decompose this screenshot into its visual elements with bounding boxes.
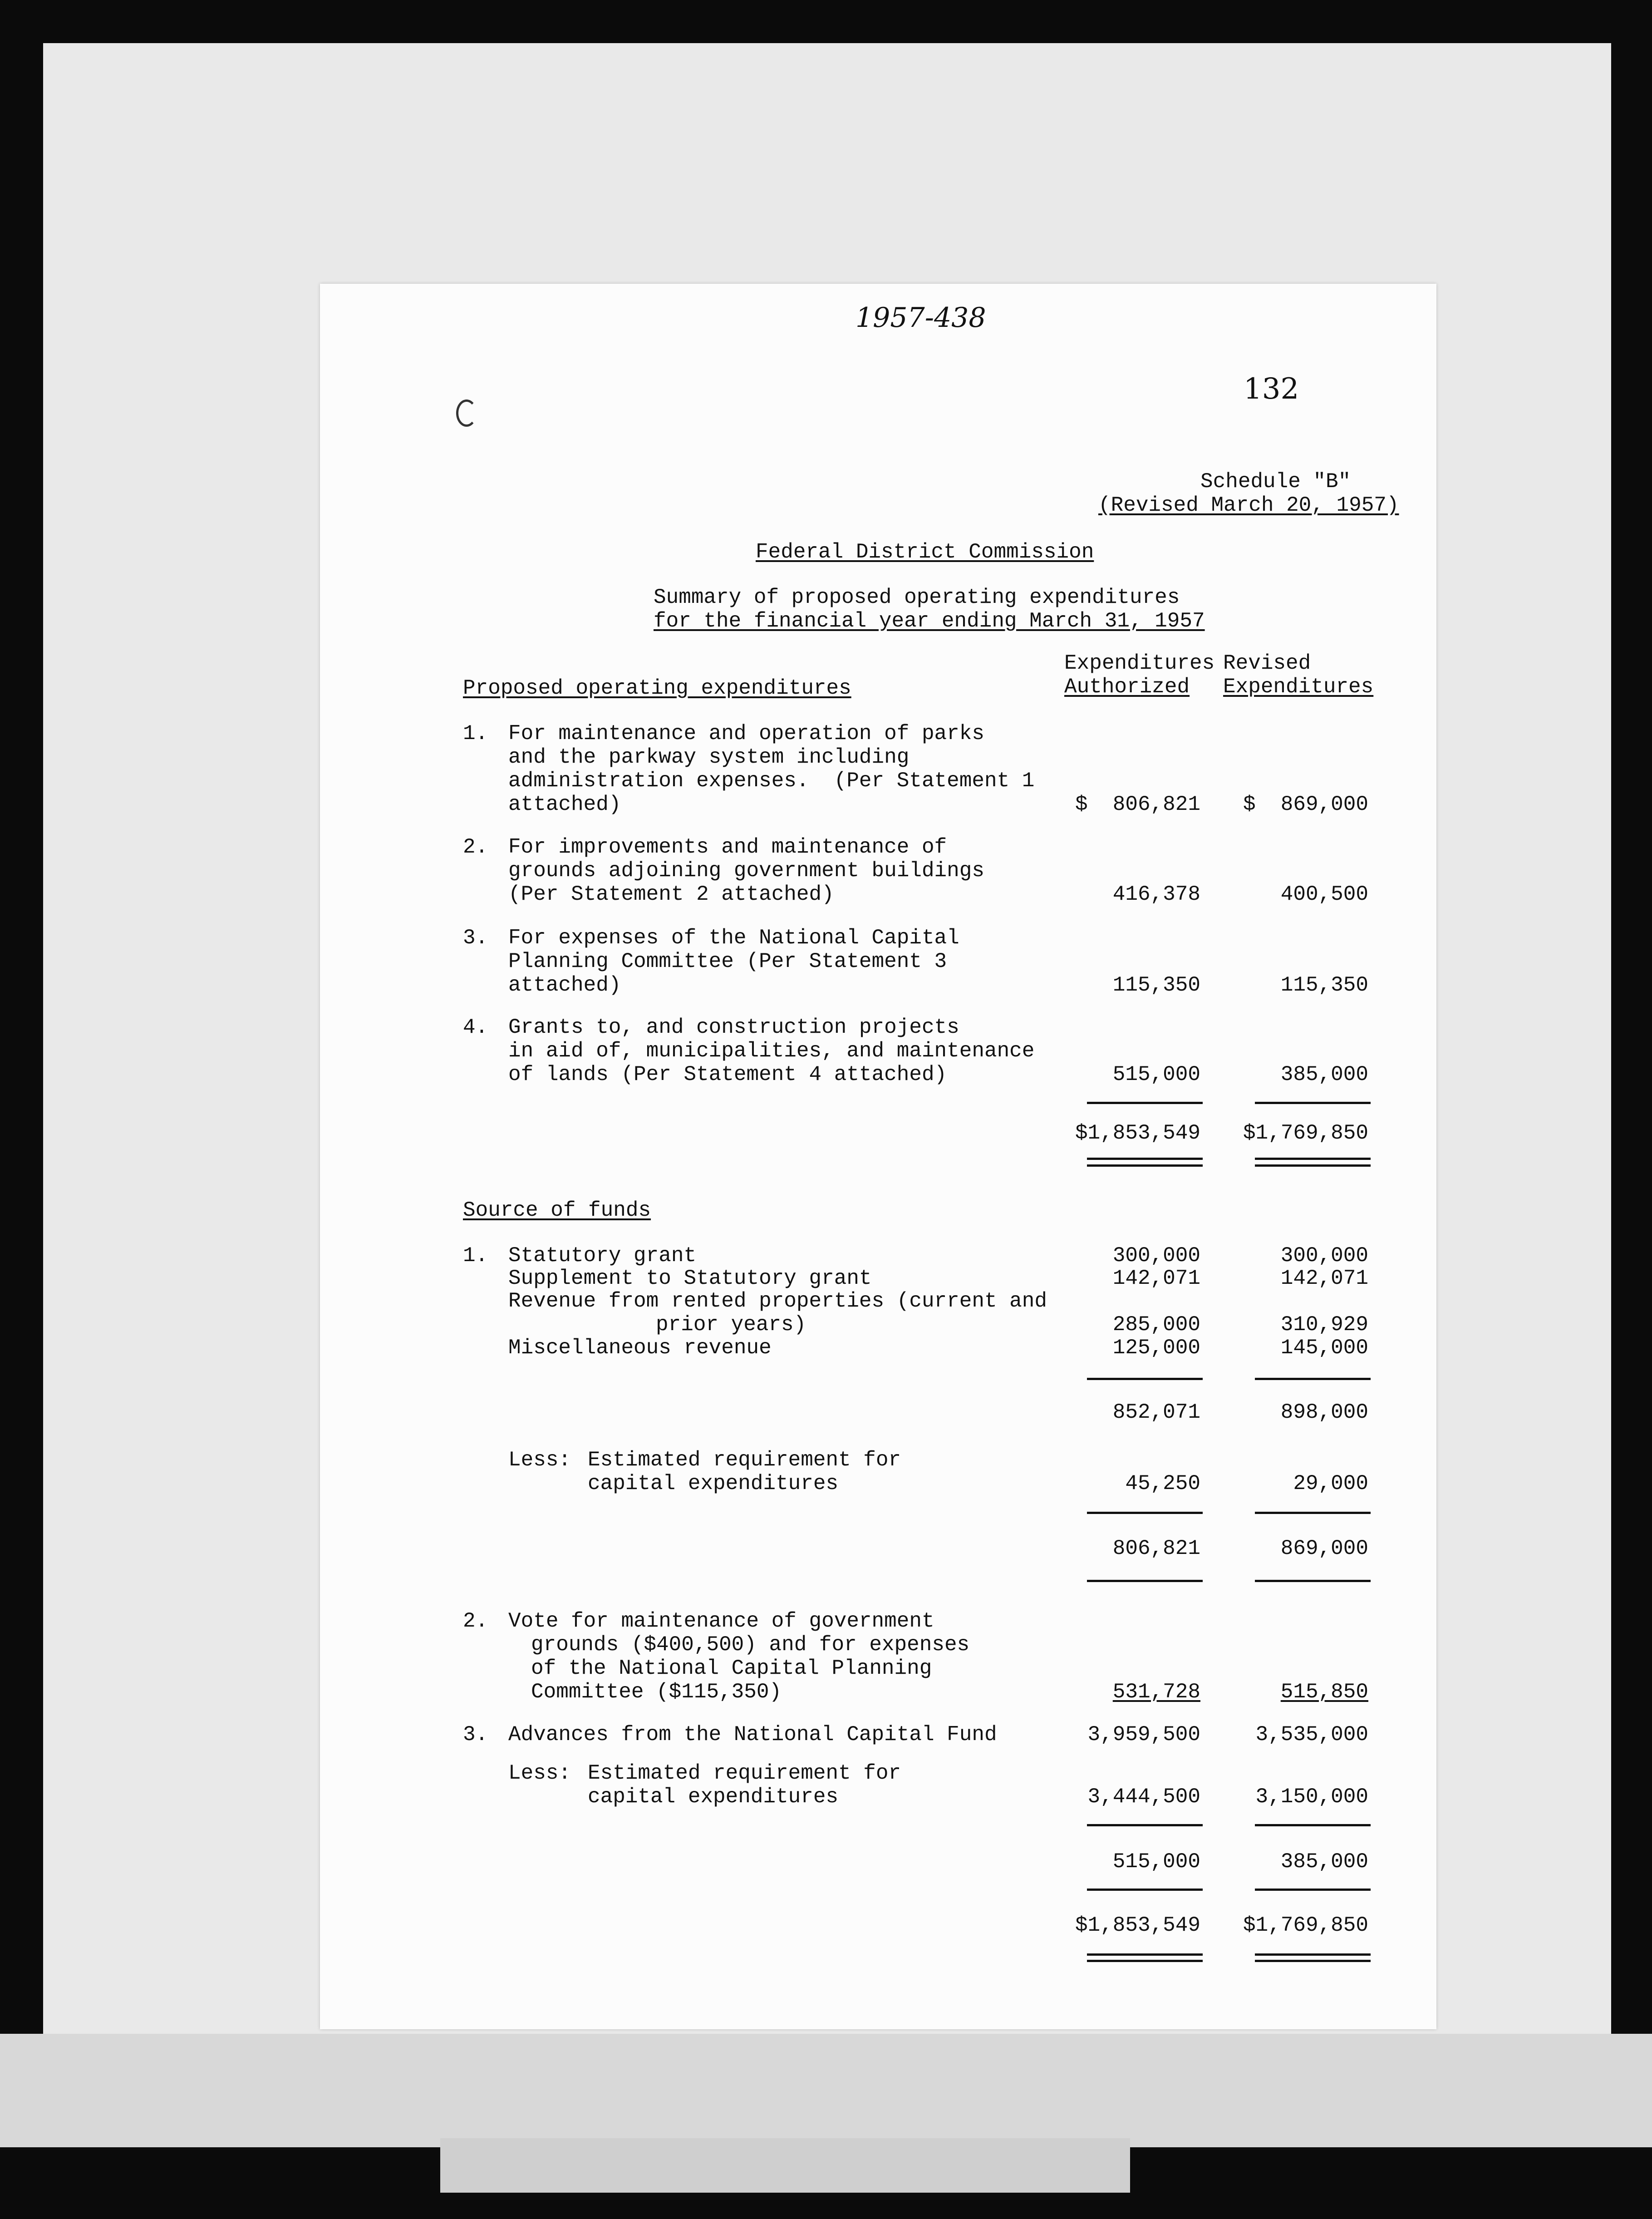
exp-item-2-line: (Per Statement 2 attached) — [508, 883, 834, 906]
sum-rule — [1255, 1580, 1371, 1582]
supplement-revised: 142,071 — [1280, 1267, 1368, 1290]
col-authorized-header-1: Expenditures — [1064, 651, 1215, 675]
col-revised-header-1: Revised — [1223, 651, 1311, 675]
sum-rule — [1255, 1512, 1371, 1514]
funds-item-2-line: grounds ($400,500) and for expenses — [531, 1633, 970, 1657]
exp-item-1-line: attached) — [508, 793, 621, 816]
exp-total-authorized: $1,853,549 — [1075, 1121, 1200, 1145]
less-line-1: Estimated requirement for — [588, 1448, 901, 1472]
less-line-2: capital expenditures — [588, 1472, 839, 1495]
exp-item-1-revised: $ 869,000 — [1243, 793, 1368, 816]
funds-subtotal-authorized: 852,071 — [1112, 1400, 1200, 1424]
advances-revised: 3,535,000 — [1255, 1723, 1368, 1746]
exp-item-3-number: 3. — [463, 926, 488, 950]
summary-title-line1: Summary of proposed operating expenditures — [654, 586, 1180, 609]
statutory-grant-authorized: 300,000 — [1112, 1244, 1200, 1267]
exp-item-3-line: Planning Committee (Per Statement 3 — [508, 950, 947, 973]
revised-date: (Revised March 20, 1957) — [1098, 493, 1399, 517]
exp-item-1-line: For maintenance and operation of parks — [508, 722, 984, 745]
double-rule — [1087, 1158, 1203, 1160]
sum-rule — [1087, 1580, 1203, 1582]
statutory-grant-revised: 300,000 — [1280, 1244, 1368, 1267]
rented-label: Revenue from rented properties (current and — [508, 1289, 1047, 1313]
exp-item-1-line: and the parkway system including — [508, 745, 910, 769]
statutory-grant-label: Statutory grant — [508, 1244, 697, 1267]
exp-total-revised: $1,769,850 — [1243, 1121, 1368, 1145]
organization-title: Federal District Commission — [756, 540, 1094, 564]
col-revised-header-2: Expenditures — [1223, 675, 1374, 699]
scan-bottom-tab — [440, 2138, 1130, 2193]
less-authorized: 45,250 — [1125, 1472, 1200, 1495]
less-label: Less: — [508, 1448, 571, 1472]
less-line-2: capital expenditures — [588, 1785, 839, 1809]
expenditures-heading: Proposed operating expenditures — [463, 676, 851, 700]
supplement-label: Supplement to Statutory grant — [508, 1267, 872, 1290]
exp-item-4-line: Grants to, and construction projects — [508, 1016, 959, 1039]
exp-item-3-revised: 115,350 — [1280, 973, 1368, 997]
less3-revised: 3,150,000 — [1255, 1785, 1368, 1809]
rented-authorized: 285,000 — [1112, 1313, 1200, 1336]
net3-revised: 385,000 — [1280, 1850, 1368, 1874]
less-line-1: Estimated requirement for — [588, 1761, 901, 1785]
funds-item-2-line: Committee ($115,350) — [531, 1680, 782, 1704]
exp-item-1-line: administration expenses. (Per Statement 1 — [508, 769, 1035, 793]
exp-item-4-authorized: 515,000 — [1112, 1063, 1200, 1086]
net3-authorized: 515,000 — [1112, 1850, 1200, 1874]
misc-label: Miscellaneous revenue — [508, 1336, 772, 1360]
rented-label-2: prior years) — [656, 1313, 806, 1336]
exp-item-2-number: 2. — [463, 835, 488, 859]
punch-mark — [456, 399, 477, 427]
funds-total-authorized: $1,853,549 — [1075, 1913, 1200, 1937]
misc-revised: 145,000 — [1280, 1336, 1368, 1360]
exp-item-2-line: For improvements and maintenance of — [508, 835, 947, 859]
exp-item-2-authorized: 416,378 — [1112, 883, 1200, 906]
less-label: Less: — [508, 1761, 571, 1785]
exp-item-4-line: of lands (Per Statement 4 attached) — [508, 1063, 947, 1086]
sum-rule — [1087, 1889, 1203, 1891]
exp-item-3-authorized: 115,350 — [1112, 973, 1200, 997]
exp-item-3-line: For expenses of the National Capital — [508, 926, 959, 950]
exp-item-2-line: grounds adjoining government buildings — [508, 859, 984, 883]
exp-item-3-line: attached) — [508, 973, 621, 997]
funds-item-3-number: 3. — [463, 1723, 488, 1746]
funds-item-2-revised: 515,850 — [1280, 1680, 1368, 1704]
funds-heading: Source of funds — [463, 1198, 651, 1222]
exp-item-4-line: in aid of, municipalities, and maintenance — [508, 1039, 1035, 1063]
less3-authorized: 3,444,500 — [1087, 1785, 1200, 1809]
document-page — [320, 284, 1436, 2029]
net1-authorized: 806,821 — [1112, 1537, 1200, 1560]
supplement-authorized: 142,071 — [1112, 1267, 1200, 1290]
col-authorized-header-2: Authorized — [1064, 675, 1190, 699]
double-rule — [1087, 1960, 1203, 1962]
sum-rule — [1255, 1378, 1371, 1380]
schedule-label: Schedule "B" — [1200, 470, 1351, 493]
exp-item-4-number: 4. — [463, 1016, 488, 1039]
rented-revised: 310,929 — [1280, 1313, 1368, 1336]
funds-item-2-line: Vote for maintenance of government — [508, 1609, 934, 1633]
sum-rule — [1087, 1378, 1203, 1380]
summary-title-line2: for the financial year ending March 31, 1957 — [654, 609, 1205, 633]
sum-rule — [1255, 1824, 1371, 1826]
double-rule — [1255, 1953, 1371, 1956]
misc-authorized: 125,000 — [1112, 1336, 1200, 1360]
advances-authorized: 3,959,500 — [1087, 1723, 1200, 1746]
exp-item-1-number: 1. — [463, 722, 488, 745]
sum-rule — [1087, 1512, 1203, 1514]
funds-total-revised: $1,769,850 — [1243, 1913, 1368, 1937]
double-rule — [1255, 1158, 1371, 1160]
funds-item-2-authorized: 531,728 — [1112, 1680, 1200, 1704]
double-rule — [1087, 1953, 1203, 1956]
sum-rule — [1255, 1889, 1371, 1891]
funds-subtotal-revised: 898,000 — [1280, 1400, 1368, 1424]
exp-item-1-authorized: $ 806,821 — [1075, 793, 1200, 816]
sum-rule — [1255, 1102, 1371, 1104]
sum-rule — [1087, 1102, 1203, 1104]
double-rule — [1255, 1960, 1371, 1962]
scan-bottom-strip — [0, 2034, 1652, 2147]
exp-item-2-revised: 400,500 — [1280, 883, 1368, 906]
sum-rule — [1087, 1824, 1203, 1826]
funds-item-1-number: 1. — [463, 1244, 488, 1267]
page-number: 132 — [1244, 372, 1299, 406]
exp-item-4-revised: 385,000 — [1280, 1063, 1368, 1086]
advances-label: Advances from the National Capital Fund — [508, 1723, 997, 1746]
funds-item-2-line: of the National Capital Planning — [531, 1657, 932, 1680]
net1-revised: 869,000 — [1280, 1537, 1368, 1560]
funds-item-2-number: 2. — [463, 1609, 488, 1633]
double-rule — [1087, 1164, 1203, 1167]
handwritten-reference: 1957-438 — [856, 302, 986, 334]
double-rule — [1255, 1164, 1371, 1167]
less-revised: 29,000 — [1293, 1472, 1368, 1495]
